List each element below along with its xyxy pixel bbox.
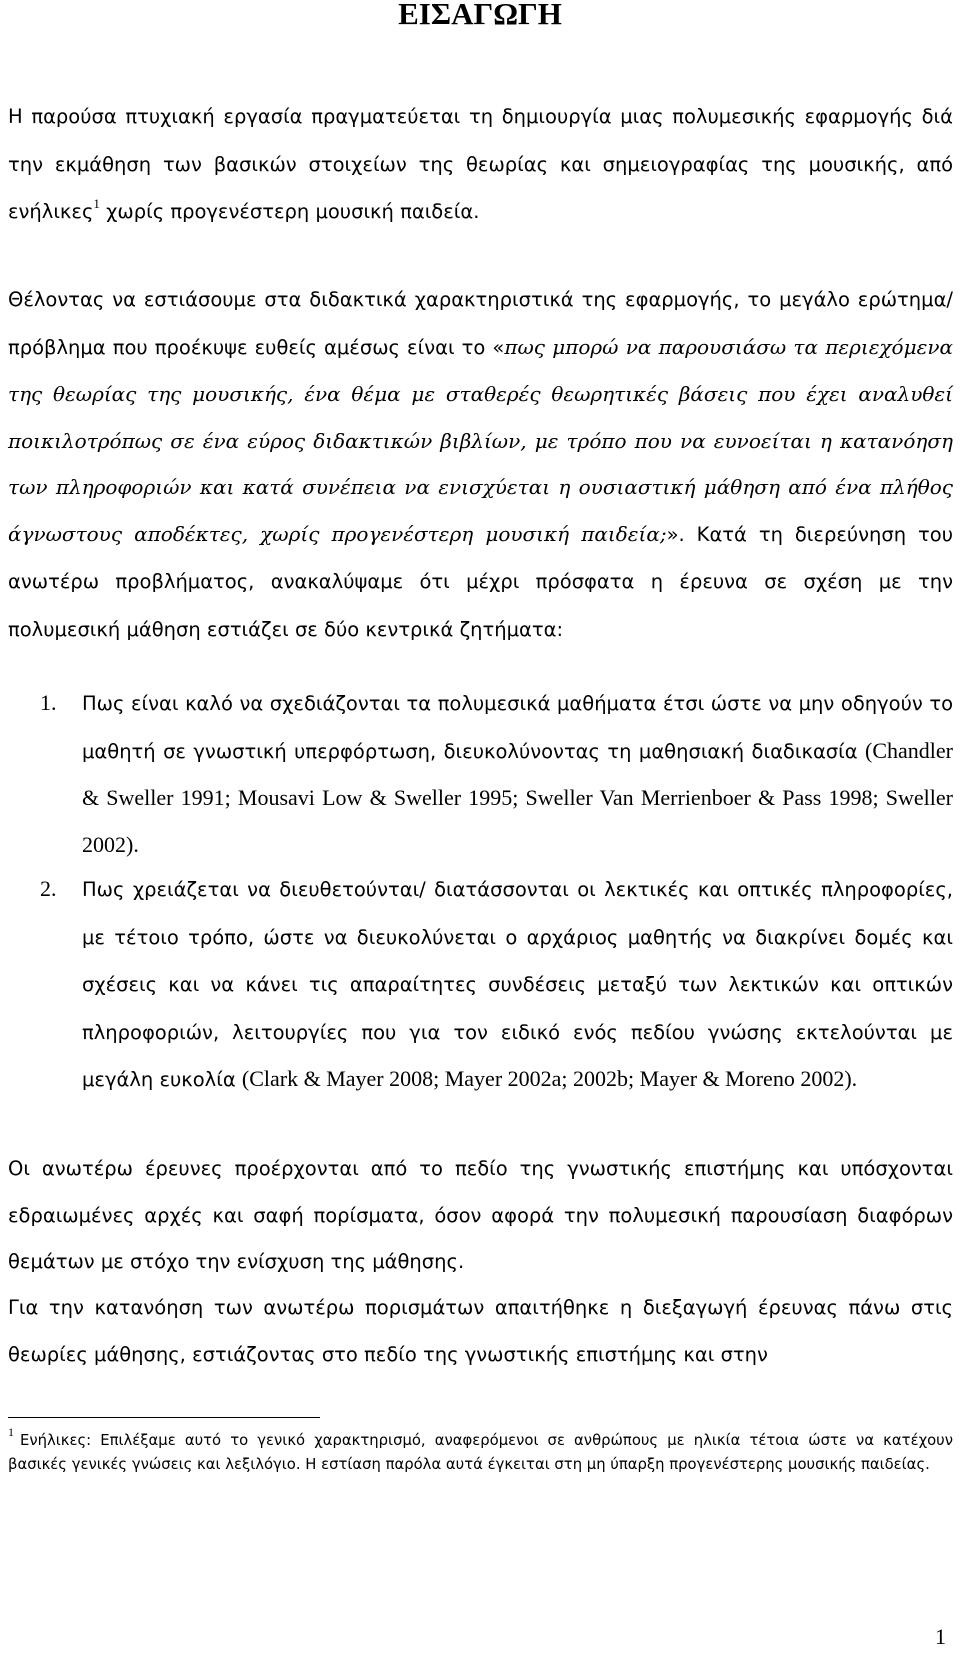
paragraph-intro [8, 93, 953, 236]
page-number: 1 [935, 1624, 946, 1649]
page-title: ΕΙΣΑΓΩΓΗ [398, 0, 562, 31]
paragraph-learning-theories: Για την κατανόηση των ανωτέρω πορισμάτων απαιτήθηκε η διεξαγωγή έρευνας πάνω στις θεωρίες μάθησης, εστιάζοντας στο πεδίο της γνωστικής επιστήμης και στην [8, 1296, 953, 1366]
paragraph-cognitive-science: Οι ανωτέρω έρευνες προέρχονται από το πεδίο της γνωστικής επιστήμης και υπόσχονται εδραιωμένες αρχές και σαφή πορίσματα, όσον αφορά την πολυμεσική παρουσίαση διαφόρων θεμάτων με στόχο την ενίσχυση της μάθησης. [8, 1157, 953, 1273]
list-item [8, 866, 953, 1104]
list-item-citation: (Chandler & Sweller 1991; Mousavi Low & Sweller 1995; Sweller Van Merrienboer & Pass 1998; Sweller 2002). [82, 737, 953, 857]
list-item-text: Πως χρειάζεται να διευθετούνται/ διατάσσονται οι λεκτικές και οπτικές πληροφορίες, με τέτοιο τρόπο, ώστε να διευκολύνεται ο αρχάριος μαθητής να διακρίνει δομές και σχέσεις και να κάνει τις απαραίτητες συνδέσεις μεταξύ των λεκτικών και οπτικών πληροφοριών, λειτουργίες που για τον ειδικό ενός πεδίου γνώσης εκτελούνται με μεγάλη ευκολία [82, 878, 953, 1091]
paragraph-question-lead: Θέλοντας να εστιάσουμε στα διδακτικά χαρακτηριστικά της εφαρμογής, το μεγάλο ερώτημα/πρόβλημα που προέκυψε ευθείς αμέσως είναι το « [8, 288, 953, 359]
list-item-number: 2. [40, 876, 57, 901]
list-item-text: Πως είναι καλό να σχεδιάζονται τα πολυμεσικά μαθήματα έτσι ώστε να μην οδηγούν το μαθητή σε γνωστική υπερφόρτωση, διευκολύνοντας τη μαθησιακή διαδικασία [82, 692, 953, 763]
list-item-number: 1. [40, 690, 57, 715]
paragraph-question-tail: ». Κατά τη διερεύνηση του ανωτέρω προβλήματος, ανακαλύψαμε ότι μέχρι πρόσφατα η έρευνα σε σχέση με την πολυμεσική μάθηση εστιάζει σε δύο κεντρικά ζητήματα: [8, 522, 954, 641]
paragraph-intro-text-end: χωρίς προγενέστερη μουσική παιδεία. [99, 200, 480, 223]
list-item [8, 680, 953, 868]
numbered-list-item-1 [8, 680, 953, 868]
footnote-marker: 1 [8, 1425, 14, 1440]
footnote-reference: 1 [93, 195, 100, 211]
footnote-separator [8, 1417, 320, 1418]
paragraph-question-italic: πως μπορώ να παρουσιάσω τα περιεχόμενα της θεωρίας της μουσικής, ένα θέμα με σταθερές θεωρητικές βάσεις που έχει αναλυθεί ποικιλοτρόπως σε ένα εύρος διδακτικών βιβλίων, με τρόπο που να ευνοείται η κατανόηση των πληροφοριών και κατά συνέπεια να ενισχύεται η ουσιαστική μάθηση από ένα πλήθος άγνωστους αποδέκτες, χωρίς προγενέστερη μουσική παιδεία; [8, 334, 953, 546]
footnote-text: Ενήλικες: Επιλέξαμε αυτό το γενικό χαρακτηρισμό, αναφερόμενοι σε ανθρώπους με ηλικία τέτοια ώστε να κατέχουν βασικές γενικές γνώσεις και λεξιλόγιο. Η εστίαση παρόλα αυτά έγκειται στη μη ύπαρξη προγενέστερης μουσικής παιδείας. [8, 1432, 953, 1473]
numbered-list-item-2 [8, 866, 953, 1104]
footnote [8, 1425, 953, 1477]
paragraph-research-question [8, 276, 953, 653]
list-item-citation: (Clark & Mayer 2008; Mayer 2002a; 2002b; Mayer & Moreno 2002). [241, 1066, 858, 1091]
paragraph-intro-text: Η παρούσα πτυχιακή εργασία πραγματεύεται τη δημιουργία μιας πολυμεσικής εφαρμογής διά την εκμάθηση των βασικών στοιχείων της θεωρίας και σημειογραφίας της μουσικής, από ενήλικες [8, 105, 953, 223]
